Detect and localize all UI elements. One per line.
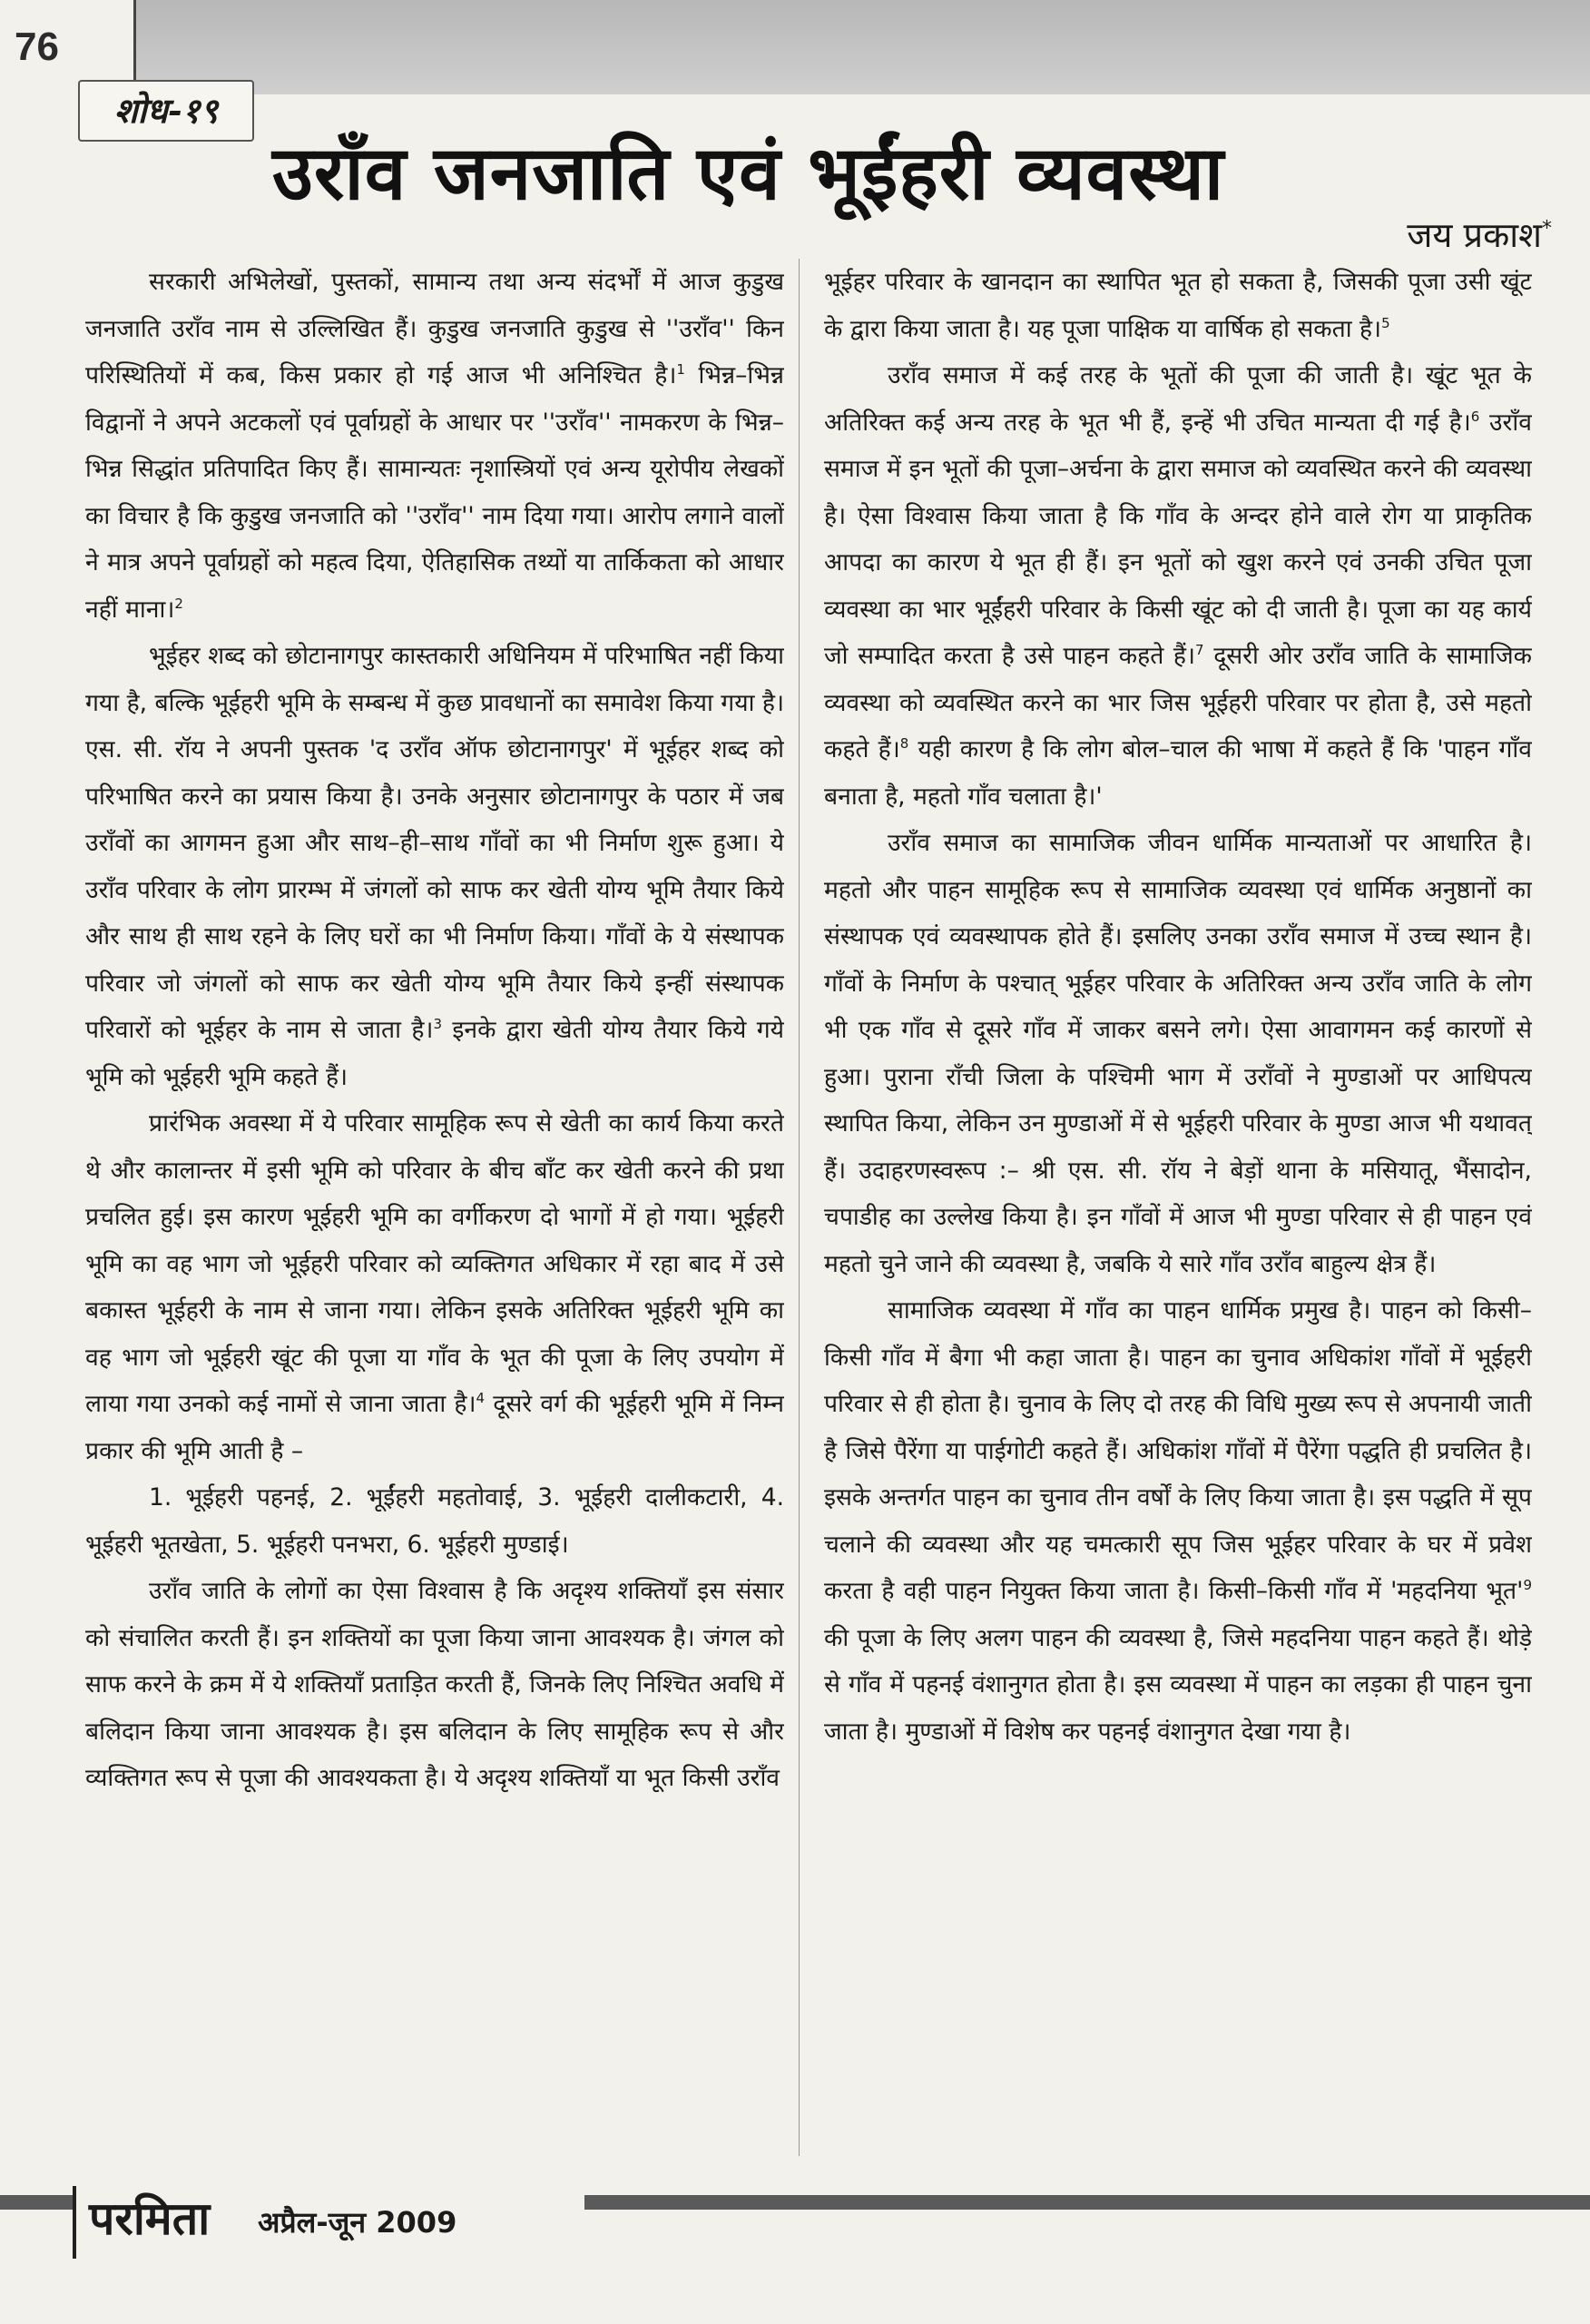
column-divider [799,259,800,2156]
footnote-ref: 8 [899,735,909,753]
footer [0,2186,1590,2259]
footnote-ref: 1 [676,361,685,379]
text: यही कारण है कि लोग बोल–चाल की भाषा में कहते हैं कि 'पाहन गाँव बनाता है, महतो गाँव चलाता है।' [824,735,1532,811]
paragraph [85,259,784,633]
section-tag: शोध-१९ [78,80,254,142]
footnote-ref: 5 [1381,314,1390,331]
footnote-ref: 7 [1195,642,1204,659]
author-name: जय प्रकाश [1407,215,1542,255]
author-line [1252,211,1552,258]
footnote-ref: 4 [476,1390,486,1407]
footnote-ref: 6 [1470,408,1480,425]
text: सरकारी अभिलेखों, पुस्तकों, सामान्य तथा अन्य संदर्भों में आज कुडुख जनजाति उराँव नाम से उल्लिखित हैं। कुडुख जनजाति कुडुख से ''उराँव'' किन परिस्थितियों में कब, किस प्रकार हो गई आज भी अनिश्चित है। [85,268,784,389]
text: सामाजिक व्यवस्था में गाँव का पाहन धार्मिक प्रमुख है। पाहन को किसी–किसी गाँव में बैगा भी कहा जाता है। पाहन का चुनाव अधिकांश गाँवों में भूईहरी परिवार से ही होता है। चुनाव के लिए दो तरह की विधि मुख्य रूप से अपनायी जाती है जिसे पैरेंगा या पाईगोटी कहते हैं। अधिकांश गाँवों में पैरेंगा पद्धति ही प्रचलित है। इसके अन्तर्गत पाहन का चुनाव तीन वर्षों के लिए किया जाता है। इस पद्धति में सूप चलाने की व्यवस्था और यह चमत्कारी सूप जिस भूईहर परिवार के घर में प्रवेश करता है वही पाहन नियुक्त किया जाता है। किसी–किसी गाँव में 'महदनिया भूत' [824,1296,1532,1605]
issue-date: अप्रैल-जून 2009 [258,2205,457,2240]
text: दूसरी ओर उराँव जाति के सामाजिक व्यवस्था को व्यवस्थित करने का भार जिस भूईहरी परिवार पर होता है, उसे महतो कहते हैं। [824,642,1532,763]
text: उराँव समाज में इन भूतों की पूजा–अर्चना के द्वारा समाज को व्यवस्थित करने की व्यवस्था है। ऐसा विश्वास किया जाता है कि गाँव के अन्दर होने वाले रोग या प्राकृतिक आपदा का कारण ये भूत ही हैं। इन भूतों को खुश करने एवं उनकी उचित पूजा व्यवस्था का भार भूईंहरी परिवार के किसी खूंट को दी जाती है। पूजा का यह कार्य जो सम्पादित करता है उसे पाहन कहते हैं। [824,408,1532,670]
footnote-ref: 9 [1523,1577,1532,1594]
footer-masthead [73,2186,584,2259]
left-column [85,259,784,2156]
text: प्रारंभिक अवस्था में ये परिवार सामूहिक रूप से खेती का कार्य किया करते थे और कालान्तर में इसी भूमि को परिवार के बीच बाँट कर खेती करने की प्रथा प्रचलित हुई। इस कारण भूईहरी भूमि का वर्गीकरण दो भागों में हो गया। भूईहरी भूमि का वह भाग जो भूईहरी परिवार को व्यक्तिगत अधिकार में रहा बाद में उसे बकास्त भूईहरी के नाम से जाना गया। लेकिन इसके अतिरिक्त भूईहरी भूमि का वह भाग जो भूईहरी खूंट की पूजा या गाँव के भूत की पूजा के लिए उपयोग में लाया गया उनको कई नामों से जाना जाता है। [85,1109,784,1418]
magazine-name: परमिता [89,2192,211,2245]
text: भिन्न–भिन्न विद्वानों ने अपने अटकलों एवं पूर्वाग्रहों के आधार पर ''उराँव'' नामकरण के भिन्न–भिन्न सिद्धांत प्रतिपादित किए हैं। सामान्यतः नृशास्त्रियों एवं अन्य यूरोपीय लेखकों का विचार है कि कुडुख जनजाति को ''उराँव'' नाम दिया गया। आरोप लगाने वालों ने मात्र अपने पूर्वाग्रहों को महत्व दिया, ऐतिहासिक तथ्यों या तार्किकता को आधार नहीं माना। [85,361,784,624]
article-title: उराँव जनजाति एवं भूईंहरी व्यवस्था [272,131,1225,217]
paragraph [824,1287,1532,1755]
right-column [824,259,1532,2156]
text: दूसरे वर्ग की भूईहरी भूमि में निम्न प्रकार की भूमि आती है – [85,1390,784,1465]
paragraph [824,352,1532,820]
paragraph: उराँव जाति के लोगों का ऐसा विश्वास है कि अदृश्य शक्तियाँ इस संसार को संचालित करती हैं। इन शक्तियों का पूजा किया जाना आवश्यक है। जंगल को साफ करने के क्रम में ये शक्तियाँ प्रताड़ित करती हैं, जिनके लिए निश्चित अवधि में बलिदान किया जाना आवश्यक है। इस बलिदान के लिए सामूहिक रूप से और व्यक्तिगत रूप से पूजा की आवश्यकता है। ये अदृश्य शक्तियाँ या भूत किसी उराँव [85,1577,784,1792]
text: की पूजा के लिए अलग पाहन की व्यवस्था है, जिसे महदनिया पाहन कहते हैं। थोड़े से गाँव में पहनई वंशानुगत होता है। इस व्यवस्था में पाहन का लड़का ही पाहन चुना जाता है। मुण्डाओं में विशेष कर पहनई वंशानुगत देखा गया है। [824,1623,1532,1746]
page-number: 76 [0,0,136,94]
paragraph [824,259,1532,352]
author-mark: * [1542,217,1552,241]
paragraph [85,1100,784,1474]
text: उराँव समाज में कई तरह के भूतों की पूजा की जाती है। खूंट भूत के अतिरिक्त कई अन्य तरह के भूत भी हैं, इन्हें भी उचित मान्यता दी गई है। [824,361,1532,437]
paragraph [85,633,784,1100]
footnote-ref: 3 [433,1016,443,1033]
text: भूईहर शब्द को छोटानागपुर कास्तकारी अधिनियम में परिभाषित नहीं किया गया है, बल्कि भूईहरी भूमि के सम्बन्ध में कुछ प्रावधानों का समावेश किया गया है। एस. सी. रॉय ने अपनी पुस्तक 'द उराँव ऑफ छोटानागपुर' में भूईहर शब्द को परिभाषित करने का प्रयास किया है। उनके अनुसार छोटानागपुर के पठार में जब उराँवों का आगमन हुआ और साथ–ही–साथ गाँवों का भी निर्माण शुरू हुआ। ये उराँव परिवार के लोग प्रारम्भ में जंगलों को साफ कर खेती योग्य भूमि तैयार किये और साथ ही साथ रहने के लिए घरों का भी निर्माण किया। गाँवों के ये संस्थापक परिवार जो जंगलों को साफ कर खेती योग्य भूमि तैयार किये इन्हीं संस्थापक परिवारों को भूईहर के नाम से जाता है। [85,642,784,1044]
text: इनके द्वारा खेती योग्य तैयार किये गये भूमि को भूईहरी भूमि कहते हैं। [85,1016,784,1091]
paragraph: 1. भूईहरी पहनई, 2. भूईंहरी महतोवाई, 3. भूईहरी दालीकटारी, 4. भूईहरी भूतखेता, 5. भूईहरी पनभरा, 6. भूईहरी मुण्डाई। [85,1483,784,1559]
paragraph: उराँव समाज का सामाजिक जीवन धार्मिक मान्यताओं पर आधारित है। महतो और पाहन सामूहिक रूप से सामाजिक व्यवस्था एवं धार्मिक अनुष्ठानों का संस्थापक एवं व्यवस्थापक होते हैं। इसलिए उनका उराँव समाज में उच्च स्थान है। गाँवों के निर्माण के पश्चात् भूईहर परिवार के अतिरिक्त अन्य उराँव जाति के लोग भी एक गाँव से दूसरे गाँव में जाकर बसने लगे। ऐसा आवागमन कई कारणों से हुआ। पुराना राँची जिला के पश्चिमी भाग में उराँवों ने मुण्डाओं पर आधिपत्य स्थापित किया, लेकिन उन मुण्डाओं में से भूईहरी परिवार के मुण्डा आज भी यथावत् हैं। उदाहरणस्वरूप :– श्री एस. सी. रॉय ने बेड़ों थाना के मसियातू, भैंसादोन, चपाडीह का उल्लेख किया है। इन गाँवों में आज भी मुण्डा परिवार से ही पाहन एवं महतो चुने जाने की व्यवस्था है, जबकि ये सारे गाँव उराँव बाहुल्य क्षेत्र हैं। [824,829,1532,1278]
footnote-ref: 2 [174,595,183,612]
text: भूईहर परिवार के खानदान का स्थापित भूत हो सकता है, जिसकी पूजा उसी खूंट के द्वारा किया जाता है। यह पूजा पाक्षिक या वार्षिक हो सकता है। [824,268,1532,343]
